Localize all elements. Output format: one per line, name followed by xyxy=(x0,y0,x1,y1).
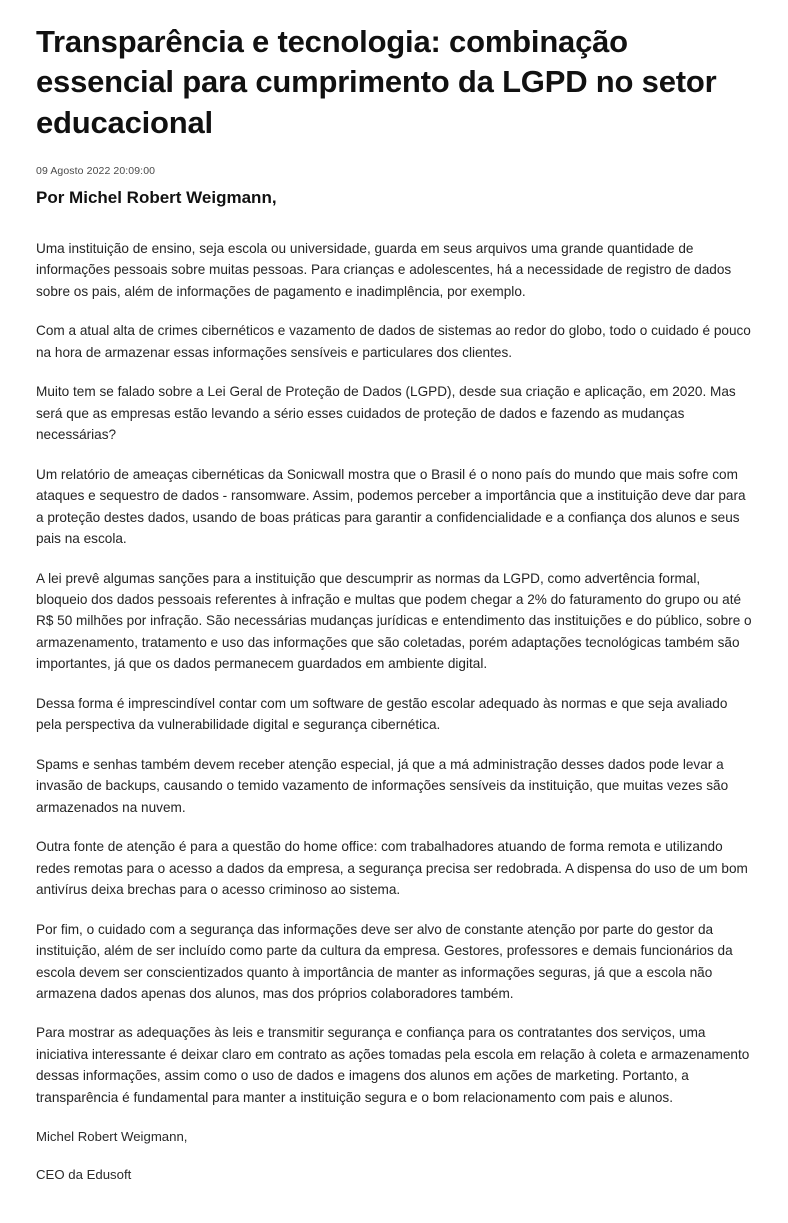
body-paragraph: Muito tem se falado sobre a Lei Geral de Proteção de Dados (LGPD), desde sua criação e aplicação, em 2020. Mas será que as empresas estão levando a sério esses cuidados de proteção de dados e fazendo as mudanças necessárias? xyxy=(36,384,736,443)
body-paragraph: Com a atual alta de crimes cibernéticos e vazamento de dados de sistemas ao redor do globo, todo o cuidado é pouco na hora de armazenar essas informações sensíveis e particulares dos clientes. xyxy=(36,323,751,360)
body-paragraph: A lei prevê algumas sanções para a instituição que descumprir as normas da LGPD, como advertência formal, bloqueio dos dados pessoais referentes à infração e multas que podem chegar a 2% do faturamento do grupo ou até R$ 50 milhões por infração. São necessárias mudanças jurídicas e entendimento das instituições e do público, sobre o armazenamento, tratamento e uso das informações que são coletadas, porém adaptações tecnológicas também são importantes, já que os dados permanecem guardados em ambiente digital. xyxy=(36,570,752,672)
author-byline: Por Michel Robert Weigmann, xyxy=(36,187,277,207)
body-paragraph: Outra fonte de atenção é para a questão do home office: com trabalhadores atuando de forma remota e utilizando redes remotas para o acesso a dados da empresa, a segurança precisa ser redobrada. A dispensa do uso de um bom antivírus deixa brechas para o acesso criminoso ao sistema. xyxy=(36,839,748,898)
body-paragraph: Dessa forma é imprescindível contar com um software de gestão escolar adequado às normas e que seja avaliado pela perspectiva da vulnerabilidade digital e segurança cibernética. xyxy=(36,695,728,733)
publish-date: 09 Agosto 2022 20:09:00 xyxy=(36,164,156,177)
body-paragraph: Para mostrar as adequações às leis e transmitir segurança e confiança para os contratantes dos serviços, uma iniciativa interessante é deixar claro em contrato as ações tomadas pela escola em relação à coleta e armazenamento dessas informações, assim como o uso de dados e imagens dos alunos em ações de marketing. Portanto, a transparência é fundamental para manter a instituição segura e o bom relacionamento com pais e alunos. xyxy=(36,1025,750,1105)
signature-name: Michel Robert Weigmann, xyxy=(36,1129,188,1145)
page-title: Transparência e tecnologia: combinação essencial para cumprimento da LGPD no setor educacional xyxy=(36,24,717,140)
body-paragraph: Spams e senhas também devem receber atenção especial, já que a má administração desses dados pode levar a invasão de backups, causando o temido vazamento de informações sensíveis da instituição, que muitas vezes são armazenados na nuvem. xyxy=(36,756,729,815)
body-paragraph: Uma instituição de ensino, seja escola ou universidade, guarda em seus arquivos uma grande quantidade de informações pessoais sobre muitas pessoas. Para crianças e adolescentes, há a necessidade de registro de dados sobre os pais, além de informações de pagamento e inadimplência, por exemplo. xyxy=(36,240,732,299)
signature-role: CEO da Edusoft xyxy=(36,1167,132,1183)
author-signature xyxy=(36,1126,752,1185)
body-paragraph: Por fim, o cuidado com a segurança das informações deve ser alvo de constante atenção por parte do gestor da instituição, além de ser incluído como parte da cultura da empresa. Gestores, professores e demais funcionários da escola devem ser conscientizados quanto à importância de manter as informações seguras, já que a escola não armazena dados apenas dos alunos, mas dos próprios colaboradores também. xyxy=(36,921,733,1002)
body-paragraph: Um relatório de ameaças cibernéticas da Sonicwall mostra que o Brasil é o nono país do mundo que mais sofre com ataques e sequestro de dados - ransomware. Assim, podemos perceber a importância que a instituição deve dar para a proteção destes dados, usando de boas práticas para garantir a confidencialidade e a confiança dos alunos e seus pais na escola. xyxy=(36,466,746,547)
article-body xyxy=(36,238,752,1108)
